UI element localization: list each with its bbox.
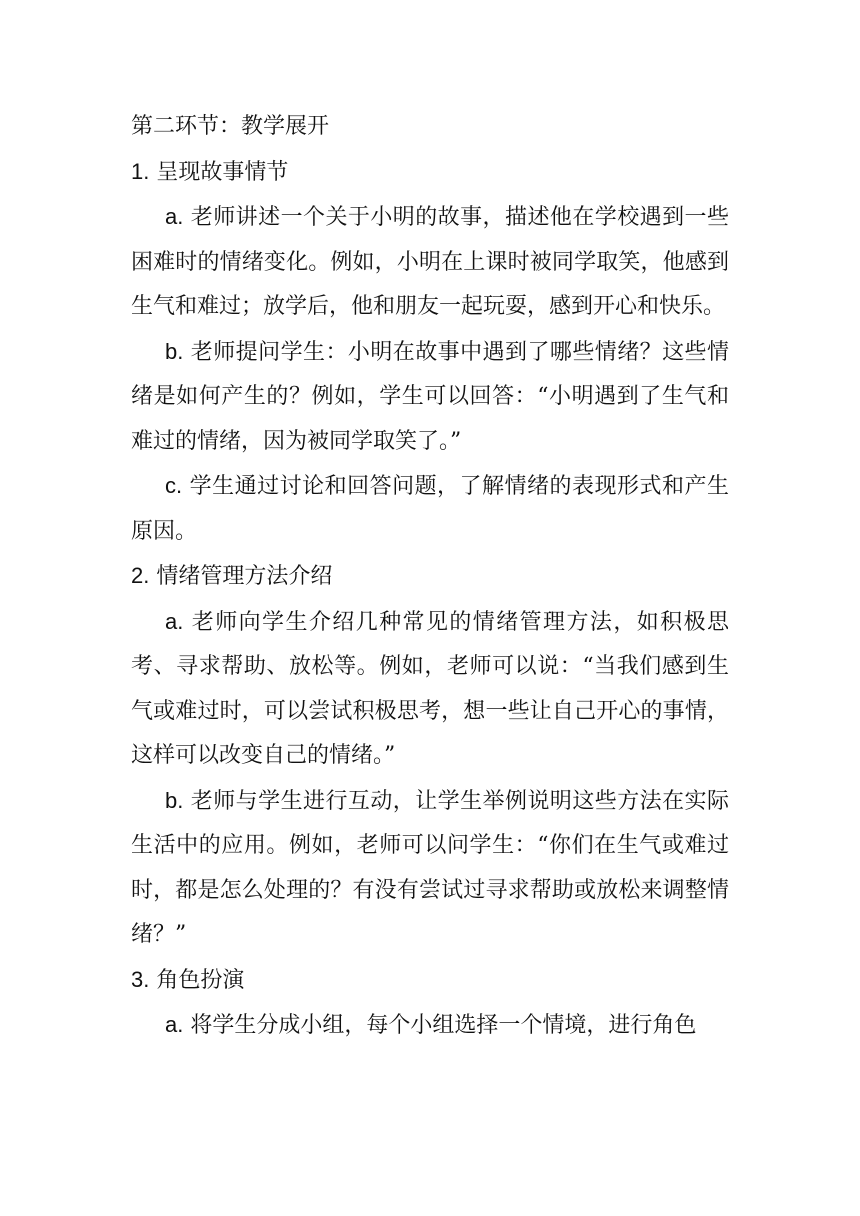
section-heading: 第二环节：教学展开 [131, 114, 330, 139]
section-1-item-c [131, 464, 729, 554]
item-text: 将学生分成小组，每个小组选择一个情境，进行角色 [190, 1013, 697, 1038]
section-2-item-a [131, 600, 729, 779]
section-2-title-text: 情绪管理方法介绍 [156, 564, 333, 589]
item-label: a. [165, 608, 184, 634]
item-label: b. [165, 338, 184, 364]
section-2-number: 2. [131, 563, 150, 588]
section-3-number: 3. [131, 966, 150, 992]
section-1-item-b [131, 330, 729, 465]
section-1-number: 1. [131, 158, 150, 184]
item-label: b. [165, 787, 184, 813]
section-3-title-text: 角色扮演 [156, 967, 245, 993]
section-1-item-a [131, 195, 729, 330]
document-body [131, 105, 729, 1049]
section-1-title-text: 呈现故事情节 [156, 159, 289, 185]
item-label: c. [165, 473, 183, 498]
section-3-title [131, 958, 729, 1004]
item-text: 老师向学生介绍几种常见的情绪管理方法，如积极思考、寻求帮助、放松等。例如，老师可以说：“当我们感到生气或难过时，可以尝试积极思考，想一些让自己开心的事情，这样可以改变自己的情绪。” [131, 609, 729, 768]
section-1-title [131, 150, 729, 196]
section-3-item-a [131, 1003, 729, 1049]
section-2-item-b [131, 779, 729, 958]
item-label: a. [165, 204, 184, 229]
item-text: 老师讲述一个关于小明的故事，描述他在学校遇到一些困难时的情绪变化。例如，小明在上课时被同学取笑，他感到生气和难过；放学后，他和朋友一起玩耍，感到开心和快乐。 [131, 205, 729, 319]
item-label: a. [165, 1012, 184, 1037]
item-text: 学生通过讨论和回答问题，了解情绪的表现形式和产生原因。 [131, 474, 729, 544]
item-text: 老师与学生进行互动，让学生举例说明这些方法在实际生活中的应用。例如，老师可以问学生：“你们在生气或难过时，都是怎么处理的？有没有尝试过寻求帮助或放松来调整情绪？” [131, 788, 729, 947]
item-text: 老师提问学生：小明在故事中遇到了哪些情绪？这些情绪是如何产生的？例如，学生可以回答：“小明遇到了生气和难过的情绪，因为被同学取笑了。” [131, 339, 729, 454]
section-2-title [131, 554, 729, 600]
